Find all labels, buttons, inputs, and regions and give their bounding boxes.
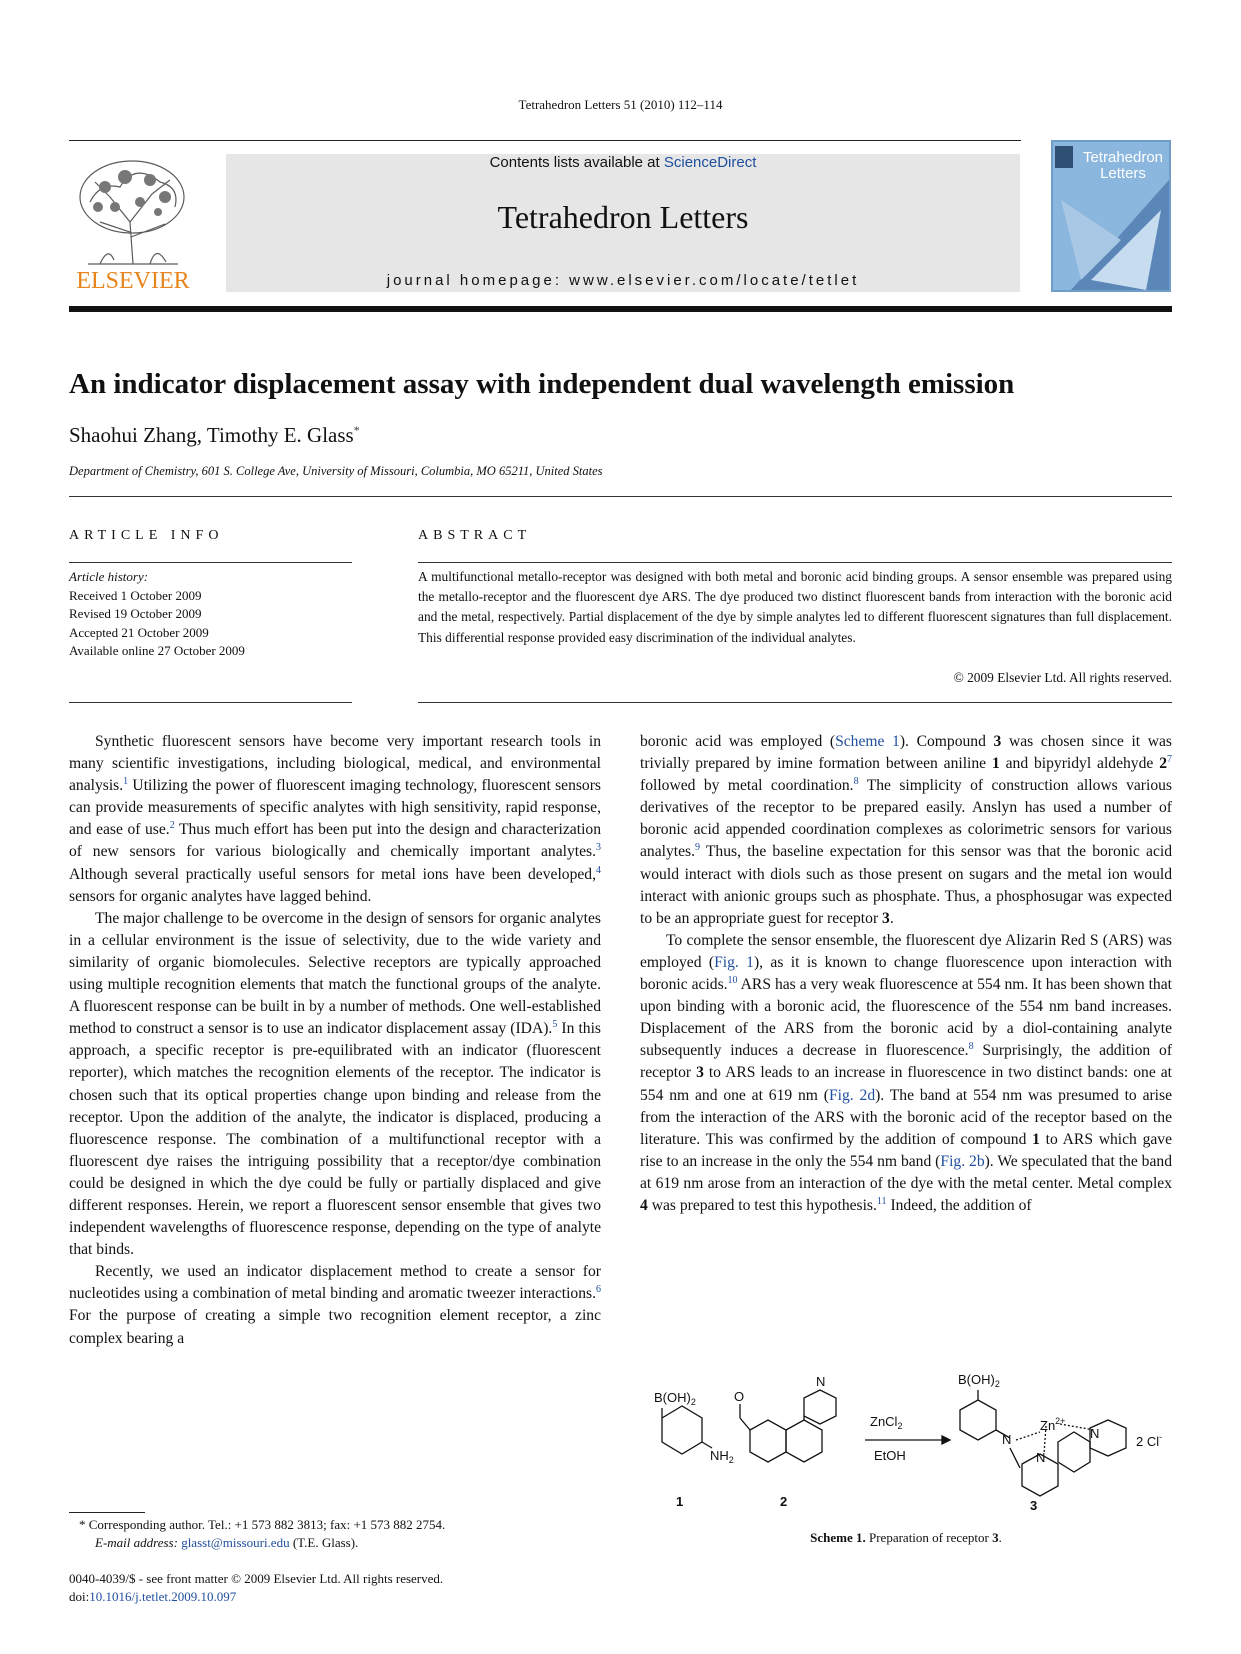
ref-link[interactable]: 7 <box>1166 753 1172 765</box>
ref-link[interactable]: 8 <box>968 1041 974 1053</box>
body-paragraph-2: The major challenge to be overcome in the design of sensors for organic analytes in a cellular environment is the issue of selectivity, due to the wide variety and similarity of organic biomolecules. Selective receptors are typically approached using multiple recognition elements that match the functional groups of the analyte. A fluorescent response can be built in by a number of methods. One well-established method to construct a sensor is to use an indicator displacement assay (IDA).$^5$ In this approach, a specific receptor is pre-equilibrated with an indicator (fluorescent reporter), which matches the recognition elements of the receptor. The indicator is chosen such that its optical properties change upon binding and release from the receptor. Upon the addition of the analyte, the indicator is displaced, producing a fluorescence response. The combination of a multifunctional receptor with a fluorescent dye raises the intriguing possibility that a receptor/dye combination could be designed in which the dye could be fully or partially displaced and give different responses. Herein, we report a fluorescent sensor ensemble that gives two independent wavelengths of fluorescence response, depending on the type of analyte that binds. <box>69 909 601 1259</box>
ref-link[interactable]: 8 <box>853 776 859 787</box>
article-history <box>69 568 245 661</box>
ref-link[interactable]: 2 <box>169 820 175 832</box>
cover-title-2: Letters <box>1100 165 1146 182</box>
front-matter-info: 0040-4039/$ - see front matter © 2009 Elsevier Ltd. All rights reserved. doi:10.1016/j.tetlet.2009.10.097 <box>69 1571 444 1604</box>
history-received: Received 1 October 2009 <box>69 587 202 603</box>
svg-text:O: O <box>734 1389 745 1404</box>
scheme-1-figure <box>640 1368 1172 1518</box>
header-rule <box>69 140 1021 141</box>
figure-link[interactable]: Fig. 1 <box>714 953 754 971</box>
body-paragraph-1: Synthetic fluorescent sensors have become very important research tools in many scientific investigations, including biological, medical, and environmental analysis.$^1$ Utilizing the power of fluorescent imaging technology, fluorescent sensors can provide measurements of specific analytes with high sensitivity, rapid response, and ease of use.$^2$ Thus much effort has been put into the design and characterization of new sensors for various biologically and chemically important analytes.$^3$ Although several practically useful sensors for metal ions have been developed,$^4$ sensors for organic analytes have lagged behind. <box>69 733 601 905</box>
compound-label-3: 3 <box>1030 1498 1038 1513</box>
abstract-copyright: © 2009 Elsevier Ltd. All rights reserved. <box>953 670 1172 685</box>
body-column-right <box>640 731 1172 1217</box>
history-label: Article history: <box>69 569 149 584</box>
journal-title: Tetrahedron Letters <box>497 199 749 235</box>
article-affiliation: Department of Chemistry, 601 S. College Ave, University of Missouri, Columbia, MO 65211, United States <box>69 464 603 478</box>
body-paragraph-4: boronic acid was employed (Scheme 1). Compound 3 was chosen since it was trivially prepared by imine formation between aniline 1 and bipyridyl aldehyde $2^7$ followed by metal coordination.$^8$ The simplicity of construction allows various derivatives of the receptor to be prepared easily. Anslyn has used a number of boronic acid appended coordination complexes as colorimetric sensors for various analytes.$^9$ Thus, the baseline expectation for this sensor was that the boronic acid would interact with diols such as those present on sugars and the metal ion would interact with anionic groups such as phosphate. Thus, a phosphosugar was expected to be an appropriate guest for receptor 3. <box>640 733 1172 927</box>
info-rule <box>69 562 352 563</box>
info-bottom-rule <box>69 702 352 703</box>
benzene-ring-1 <box>662 1406 702 1454</box>
scheme-link[interactable]: Scheme 1 <box>835 733 900 750</box>
compound-label-2: 2 <box>780 1494 788 1509</box>
header-thick-rule <box>69 306 1172 312</box>
svg-text:2 Cl-: 2 Cl- <box>1136 1432 1163 1449</box>
author-email-link[interactable]: glasst@missouri.edu <box>181 1535 290 1550</box>
ref-link[interactable]: 9 <box>695 842 700 854</box>
cover-title-1: Tetrahedron <box>1082 149 1164 166</box>
contents-prefix: Contents lists available at <box>489 154 664 171</box>
pyridine-ring-2a <box>750 1420 786 1462</box>
corresponding-footnote: * Corresponding author. Tel.: +1 573 882 3813; fax: +1 573 882 2754. E-mail address: glasst@missouri.edu (T.E. Glass). <box>79 1517 446 1550</box>
elsevier-wordmark: ELSEVIER <box>76 268 190 294</box>
body-column-left <box>69 731 601 1350</box>
svg-text:N: N <box>1002 1432 1012 1447</box>
author-names: Shaohui Zhang, Timothy E. Glass <box>69 423 354 447</box>
ref-link[interactable]: 10 <box>727 974 738 986</box>
ref-link[interactable]: 4 <box>596 864 601 876</box>
corresponding-mark[interactable]: * <box>353 423 360 437</box>
article-info-heading: ARTICLE INFO <box>69 528 224 543</box>
ref-link[interactable]: 6 <box>596 1284 601 1296</box>
history-online: Available online 27 October 2009 <box>69 643 245 658</box>
svg-text:Zn2+: $Zn^{2+}$ <box>1040 1416 1066 1433</box>
elsevier-logo <box>70 152 196 294</box>
figure-link[interactable]: Fig. 2d <box>828 1086 876 1104</box>
scheme-caption-label: Scheme 1. <box>810 1530 866 1545</box>
svg-text:ZnCl2: ZnCl$_2$ <box>870 1414 903 1431</box>
journal-citation: Tetrahedron Letters 51 (2010) 112–114 <box>518 97 723 112</box>
svg-text:B(OH)2: $B(OH)_2$ <box>654 1390 696 1407</box>
svg-text:N: N <box>1036 1450 1046 1465</box>
sciencedirect-link[interactable]: ScienceDirect <box>663 154 757 171</box>
benzene-ring-3 <box>960 1400 996 1440</box>
journal-cover-image <box>1051 140 1171 292</box>
footnote-rule <box>69 1512 145 1513</box>
compound-label-1: 1 <box>676 1494 684 1509</box>
abstract-text: A multifunctional metallo-receptor was designed with both metal and boronic acid binding groups. A sensor ensemble was prepared using the metallo-receptor and the fluorescent dye ARS. The dye produced two distinct fluorescent bands from interaction with the boronic acid and the metal, respectively. Partial displacement of the dye by simple analytes led to different fluorescent signatures than full displacement. This differential response provided easy discrimination of the individual analytes. <box>418 569 1172 645</box>
affiliation-rule <box>69 496 1172 497</box>
svg-text:N: N <box>816 1374 826 1389</box>
body-paragraph-5: To complete the sensor ensemble, the fluorescent dye Alizarin Red S (ARS) was employed (Fig. 1), as it is known to change fluorescence upon interaction with boronic acids.$^{10}$ ARS has a very weak fluorescence at 554 nm. It has been shown that upon binding with a boronic acid, the fluorescence of the 554 nm band increases. Displacement of the ARS from the boronic acid by a diol-containing analyte subsequently induces a decrease in fluorescence.$^8$ Surprisingly, the addition of receptor 3 to ARS leads to an increase in fluorescence in two distinct bands: one at 554 nm and one at 619 nm (Fig. 2d). The band at 554 nm was presumed to arise from the interaction of the ARS with the boronic acid of the receptor based on the literature. This was confirmed by the addition of compound 1 to ARS which gave rise to an increase in the only the 554 nm band (Fig. 2b). We speculated that the band at 619 nm arose from an interaction of the dye with the metal center. Metal complex 4 was prepared to test this hypothesis.$^{11}$ Indeed, the addition of <box>640 931 1173 1214</box>
issn-line: 0040-4039/$ - see front matter © 2009 Elsevier Ltd. All rights reserved. <box>69 1571 444 1586</box>
svg-text:B(OH)2: $B(OH)_2$ <box>958 1372 1000 1389</box>
abstract-bottom-rule <box>418 702 1172 703</box>
ref-link[interactable]: 5 <box>552 1019 558 1031</box>
history-accepted: Accepted 21 October 2009 <box>69 624 209 640</box>
svg-text:N: N <box>1090 1426 1100 1441</box>
contents-line <box>226 154 1020 171</box>
history-revised: Revised 19 October 2009 <box>69 606 202 621</box>
scheme-caption: Scheme 1. Preparation of receptor 3. <box>810 1530 1002 1545</box>
figure-link[interactable]: Fig. 2b <box>940 1152 985 1170</box>
body-paragraph-3: Recently, we used an indicator displacement method to create a sensor for nucleotides using a combination of metal binding and aromatic tweezer interactions.$^6$ For the purpose of creating a simple two recognition element receptor, a zinc complex bearing a <box>69 1263 601 1347</box>
ref-link[interactable]: 11 <box>876 1195 887 1207</box>
svg-text:EtOH: EtOH <box>874 1448 906 1463</box>
abstract-rule <box>418 562 1172 563</box>
corresponding-author-text: Corresponding author. Tel.: +1 573 882 3813; fax: +1 573 882 2754. <box>85 1517 446 1532</box>
article-authors <box>69 423 360 448</box>
article-title: An indicator displacement assay with independent dual wavelength emission <box>69 368 1015 400</box>
pyridine-ring-2b <box>804 1390 836 1424</box>
abstract-heading: ABSTRACT <box>418 528 532 543</box>
svg-text:NH2: $NH_2$ <box>710 1448 734 1465</box>
journal-homepage[interactable]: journal homepage: www.elsevier.com/locate/tetlet <box>386 272 860 289</box>
doi-link[interactable]: 10.1016/j.tetlet.2009.10.097 <box>89 1589 237 1604</box>
ref-link[interactable]: 1 <box>123 776 129 787</box>
ref-link[interactable]: 3 <box>596 842 601 854</box>
journal-banner <box>226 154 1020 292</box>
